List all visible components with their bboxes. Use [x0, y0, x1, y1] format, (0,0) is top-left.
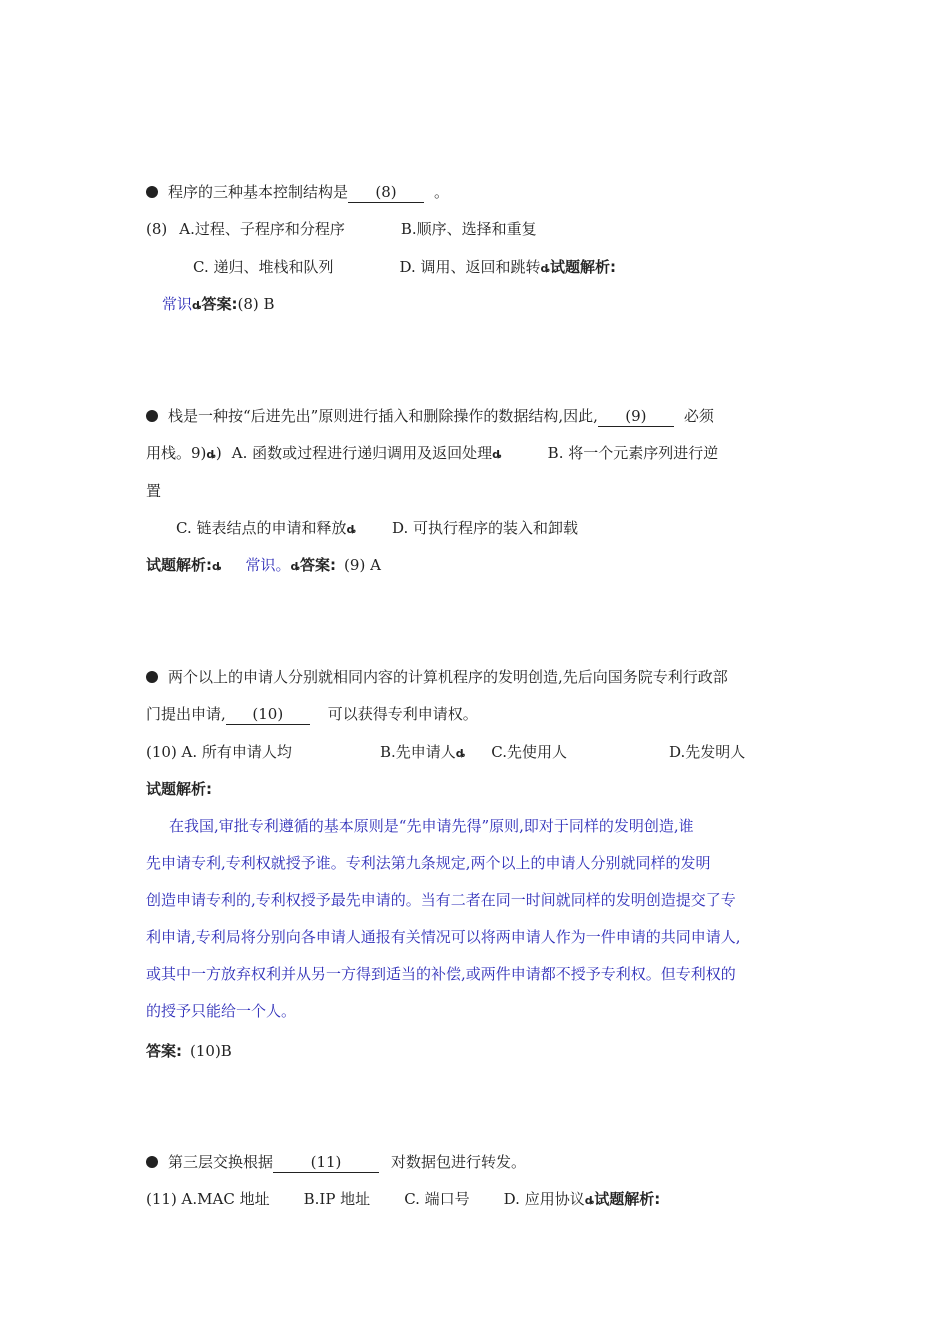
- option-d: D. 调用、返回和跳转: [399, 258, 541, 276]
- option-c: C. 端口号: [404, 1190, 470, 1208]
- analysis-text: 常识: [162, 295, 193, 313]
- option-a: (10) A. 所有申请人均: [146, 743, 292, 761]
- option-b: B.先申请人: [379, 743, 456, 761]
- mark-icon: ȡ: [346, 523, 356, 536]
- answer-text: (10)B: [190, 1042, 232, 1060]
- answer-label: 答案:: [146, 1042, 182, 1060]
- analysis-text: 常识。: [245, 556, 291, 574]
- q9-line2: 用栈。9)ȡ) A. 函数或过程进行递归调用及返回处理ȡ B. 将一个元素序列进行逆: [146, 444, 719, 462]
- bullet-icon: [146, 410, 158, 422]
- mark-icon: ȡ: [192, 299, 202, 312]
- q9-line3: 置: [146, 482, 162, 500]
- answer-text: (8) B: [237, 295, 275, 313]
- q10-analysis-line-5: 或其中一方放弃权利并从另一方得到适当的补偿,或两件申请都不授予专利权。但专利权的: [146, 965, 736, 983]
- option-b: B.IP 地址: [303, 1190, 371, 1208]
- bullet-icon: [146, 671, 158, 683]
- analysis-label: 试题解析:: [146, 556, 212, 574]
- answer-text: (9) A: [344, 556, 381, 574]
- option-d: D.先发明人: [668, 743, 746, 761]
- option-c: C. 递归、堆栈和队列: [193, 258, 334, 276]
- analysis-label: 试题解析:: [594, 1190, 661, 1208]
- mark-icon: ȡ: [212, 560, 222, 573]
- answer-blank: (11): [273, 1152, 379, 1173]
- option-b: B.顺序、选择和重复: [400, 220, 537, 238]
- q9-stem: 栈是一种按“后进先出”原则进行插入和删除操作的数据结构,因此, (9) 必须: [146, 405, 714, 427]
- q11-options: [146, 1188, 660, 1212]
- q8-options-row1: (8) A.过程、子程序和分程序 B.顺序、选择和重复: [146, 220, 537, 238]
- q8-stem: 程序的三种基本控制结构是 (8) 。: [146, 181, 449, 203]
- q8-options-row2: [193, 256, 616, 280]
- option-b: B. 将一个元素序列进行逆: [547, 444, 719, 462]
- option-c: C.先使用人: [491, 743, 567, 761]
- answer-label: 答案:: [300, 556, 337, 574]
- bullet-icon: [146, 1156, 158, 1168]
- option-a: A. 函数或过程进行递归调用及返回处理: [231, 444, 493, 462]
- mark-icon: ȡ: [584, 1194, 595, 1207]
- q10-options: [146, 741, 745, 765]
- option-a: A.过程、子程序和分程序: [179, 220, 345, 238]
- mark-icon: ȡ: [290, 560, 301, 573]
- q10-answer: [146, 1040, 232, 1062]
- option-a: (11) A.MAC 地址: [146, 1190, 270, 1208]
- analysis-label: 试题解析:: [550, 258, 617, 276]
- q10-analysis-line-1: 在我国,审批专利遵循的基本原则是“先申请先得”原则,即对于同样的发明创造,谁: [169, 817, 694, 835]
- mark-icon: ȡ: [455, 747, 466, 760]
- q10-analysis-line-4: 利申请,专利局将分别向各申请人通报有关情况可以将两申请人作为一件申请的共同申请人,: [146, 928, 741, 946]
- q10-analysis-label: 试题解析:: [146, 780, 212, 798]
- option-c: C. 链表结点的申请和释放: [176, 519, 347, 537]
- q10-analysis-line-3: 创造申请专利的,专利权授予最先申请的。当有二者在同一时间就同样的发明创造提交了专: [146, 891, 736, 909]
- bullet-icon: [146, 186, 158, 198]
- option-d: D. 可执行程序的装入和卸载: [392, 519, 579, 537]
- q10-analysis-line-2: 先申请专利,专利权就授予谁。专利法第九条规定,两个以上的申请人分别就同样的发明: [146, 854, 711, 872]
- mark-icon: ȡ: [540, 262, 551, 275]
- q10-stem: 两个以上的申请人分别就相同内容的计算机程序的发明创造,先后向国务院专利行政部: [146, 666, 728, 688]
- q10-stem-line2: 门提出申请, (10) 可以获得专利申请权。: [146, 705, 478, 723]
- q11-stem: 第三层交换根据 (11) 对数据包进行转发。: [146, 1151, 526, 1173]
- q10-analysis-line-6: 的授予只能给一个人。: [146, 1002, 297, 1020]
- q9-analysis: [146, 554, 381, 578]
- answer-blank: (8): [348, 182, 424, 203]
- option-d: D. 应用协议: [503, 1190, 585, 1208]
- q8-analysis: [162, 293, 275, 317]
- answer-blank: (9): [598, 406, 674, 427]
- answer-label: 答案:: [201, 295, 238, 313]
- mark-icon: ȡ: [206, 448, 216, 461]
- q9-options-row2: [176, 517, 578, 541]
- mark-icon: ȡ: [492, 448, 502, 461]
- answer-blank: (10): [226, 704, 310, 725]
